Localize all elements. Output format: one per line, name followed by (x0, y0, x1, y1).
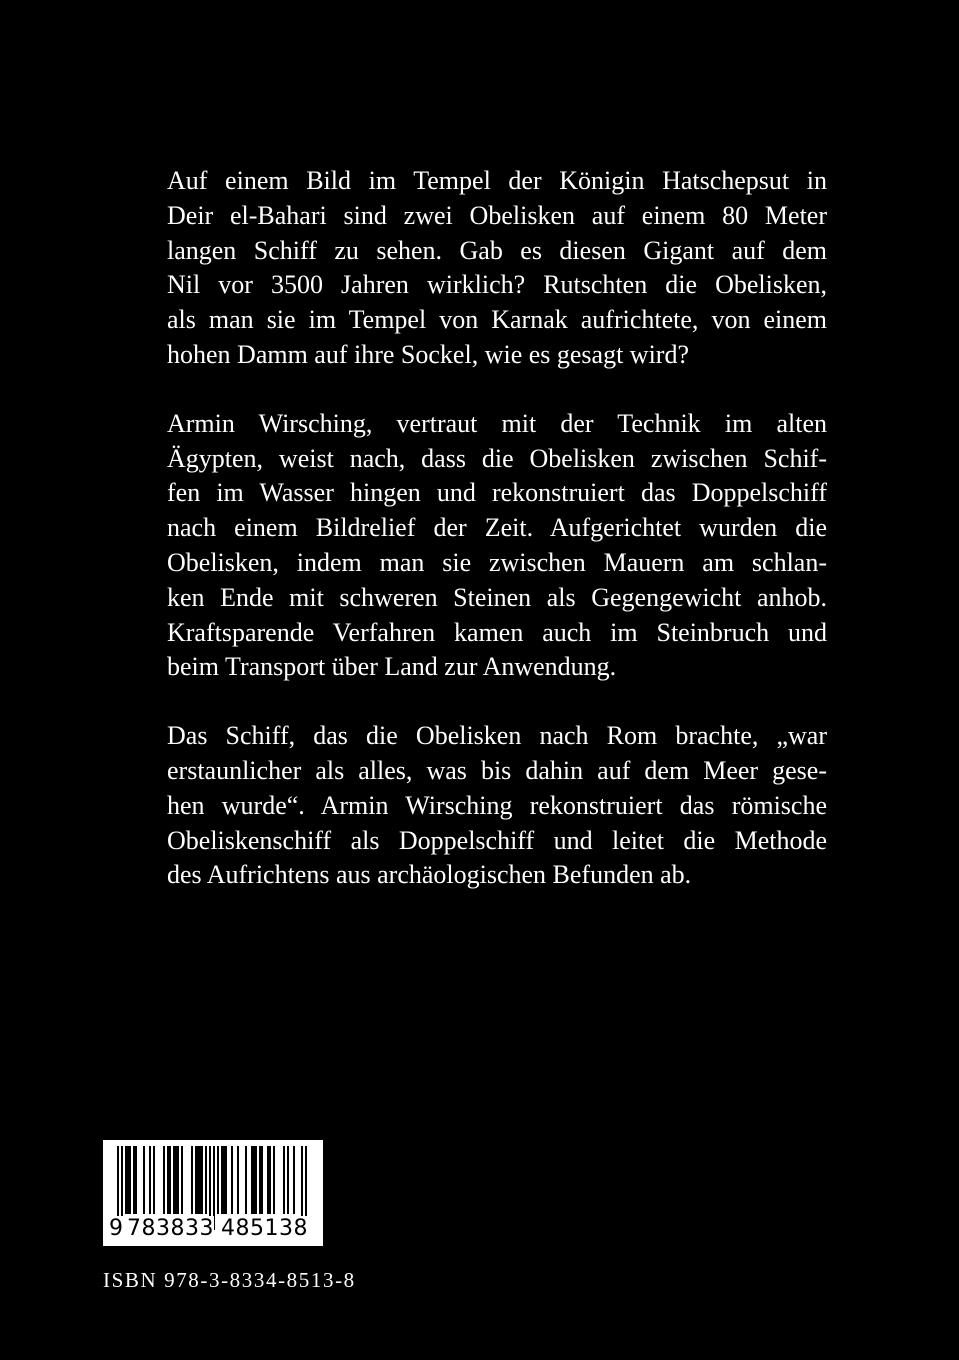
text-line: fen im Wasser hingen und rekonstruiert das Doppelschiff (167, 478, 827, 508)
barcode-bar (293, 1146, 295, 1214)
barcode-bar (135, 1146, 137, 1214)
barcode-bar (267, 1146, 269, 1214)
barcode-bar (129, 1146, 131, 1214)
barcode-bar (143, 1146, 145, 1214)
barcode-bar (163, 1146, 165, 1214)
text-line: als man sie im Tempel von Karnak aufrichtete, von einem (167, 305, 827, 335)
barcode-bar (197, 1146, 199, 1214)
barcode-bar (225, 1146, 227, 1214)
barcode-bar (221, 1146, 223, 1214)
text-line: hohen Damm auf ihre Sockel, wie es gesagt wird? (167, 339, 690, 369)
barcode-bar (125, 1146, 127, 1214)
barcode-left-digits: 783833 (127, 1216, 214, 1241)
barcode-bar (283, 1146, 285, 1214)
barcode-digits (103, 1216, 323, 1244)
text-line: beim Transport über Land zur Anwendung. (167, 652, 617, 682)
barcode-bar (261, 1146, 263, 1214)
barcode-bar (253, 1146, 255, 1214)
barcode-bar (217, 1146, 219, 1214)
isbn-barcode (103, 1140, 323, 1246)
blurb-text (167, 164, 827, 893)
text-line: des Aufrichtens aus archäologischen Befunden ab. (167, 860, 692, 890)
barcode-bar (177, 1146, 179, 1214)
barcode-bar (269, 1146, 271, 1214)
barcode-bar (255, 1146, 257, 1214)
text-line: hen wurde“. Armin Wirsching rekonstruiert das römische (167, 790, 827, 820)
barcode-bar (149, 1146, 151, 1214)
barcode-bar (195, 1146, 197, 1214)
barcode-bar (153, 1146, 155, 1214)
text-line: Nil vor 3500 Jahren wirklich? Rutschten die Obelisken, (167, 270, 827, 300)
barcode-bar (223, 1146, 225, 1214)
barcode-bar (133, 1146, 135, 1214)
text-line: nach einem Bildrelief der Zeit. Aufgerichtet wurden die (167, 513, 827, 543)
barcode-bar (201, 1146, 203, 1214)
barcode-bar (245, 1146, 247, 1214)
barcode-bar (259, 1146, 261, 1214)
text-line: Obeliskenschiff als Doppelschiff und leitet die Methode (167, 825, 827, 855)
barcode-bar (199, 1146, 201, 1214)
text-line: Kraftsparende Verfahren kamen auch im Steinbruch und (167, 617, 827, 647)
isbn-label: ISBN 978-3-8334-8513-8 (103, 1268, 356, 1292)
barcode-bar (191, 1146, 193, 1214)
barcode-bar (287, 1146, 289, 1214)
barcode-bar (273, 1146, 275, 1214)
text-line: Das Schiff, das die Obelisken nach Rom brachte, „war (167, 721, 827, 751)
barcode-bar (167, 1146, 169, 1214)
barcode-bar (231, 1146, 233, 1214)
barcode-bar (173, 1146, 175, 1214)
blurb-paragraph-1 (167, 164, 827, 373)
barcode-bar (181, 1146, 183, 1214)
barcode-bar (237, 1146, 239, 1214)
barcode-bar (127, 1146, 129, 1214)
barcode-bar (205, 1146, 207, 1214)
text-line: Auf einem Bild im Tempel der Königin Hatschepsut in (167, 166, 827, 195)
text-line: Deir el-Bahari sind zwei Obelisken auf einem 80 Meter (167, 200, 827, 230)
barcode-right-digits: 485138 (221, 1216, 308, 1241)
text-line: Ägypten, weist nach, dass die Obelisken zwischen Schif- (167, 443, 827, 473)
barcode-bar (175, 1146, 177, 1214)
text-line: Obelisken, indem man sie zwischen Mauern am schlan- (167, 547, 827, 577)
text-line: langen Schiff zu sehen. Gab es diesen Gigant auf dem (167, 235, 827, 265)
text-line: Armin Wirsching, vertraut mit der Technik im alten (167, 408, 827, 438)
text-line: ken Ende mit schweren Steinen als Gegengewicht anhob. (167, 582, 827, 612)
barcode-bar (169, 1146, 171, 1214)
barcode-bar (251, 1146, 253, 1214)
blurb-paragraph-2 (167, 407, 827, 685)
blurb-paragraph-3 (167, 719, 827, 893)
barcode-lead-digit: 9 (109, 1216, 124, 1241)
text-line: erstaunlicher als alles, was bis dahin auf dem Meer gese- (167, 755, 827, 785)
